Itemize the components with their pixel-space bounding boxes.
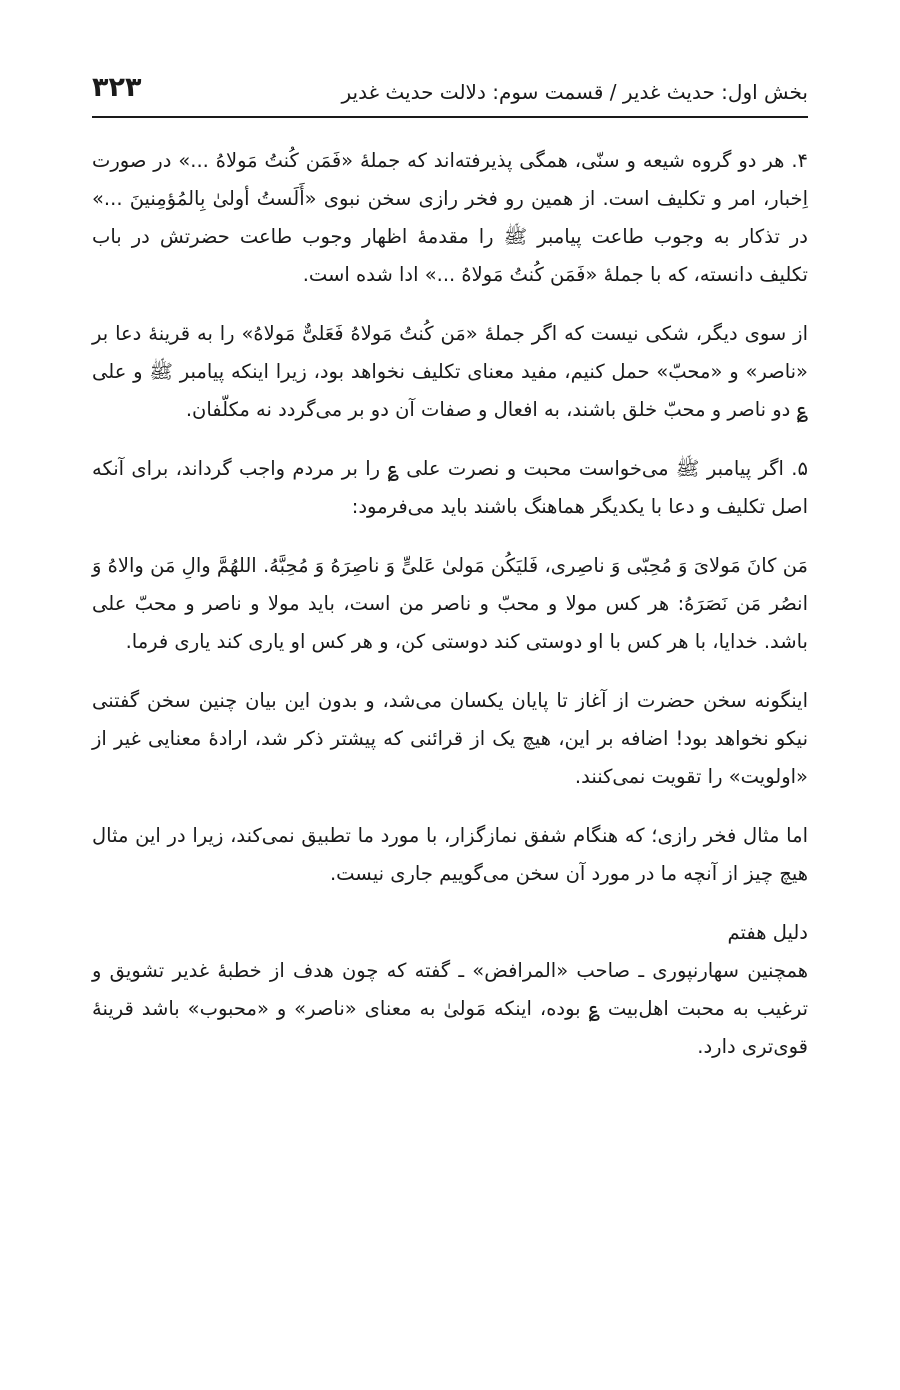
paragraph-point-4: ۴. هر دو گروه شیعه و سنّی، همگی پذیرفته‌اند که جملهٔ «فَمَن کُنتُ مَولاهُ ...» در صورت اِخبار، امر و تکلیف است. از همین رو فخر رازی سخن نبوی «أَلَستُ أولیٰ بِالمُؤمِنینَ ...» در تذکار به وجوب طاعت پیامبر ﷺ را مقدمهٔ اظهار وجوب طاعت حضرتش در باب تکلیف دانسته، که با جملهٔ «فَمَن کُنتُ مَولاهُ ...» ادا شده است.	[92, 149, 808, 286]
paragraph-consistency: اینگونه سخن حضرت از آغاز تا پایان یکسان می‌شد، و بدون این بیان چنین سخن گفتنی نیکو نخواهد بود! اضافه بر این، هیچ یک از قرائنی که پیشتر ذکر شد، ارادهٔ معنایی غیر از «اولویت» را تقویت نمی‌کنند.	[92, 689, 808, 788]
section-heading: دلیل هفتم	[727, 921, 808, 944]
paragraph-other-side: از سوی دیگر، شکی نیست که اگر جملهٔ «مَن کُنتُ مَولاهُ فَعَلیٌّ مَولاهُ» را به قرینهٔ دعا بر «ناصر» و «محبّ» حمل کنیم، مفید معنای تکلیف نخواهد بود، زیرا اینکه پیامبر ﷺ و علی ؏ دو ناصر و محبّ خلق باشند، به افعال و صفات آن دو بر می‌گردد نه مکلّفان.	[92, 322, 808, 421]
page-number: ۳۲۳	[92, 72, 142, 103]
paragraph-fakhr-razi-example: اما مثال فخر رازی؛ که هنگام شفق نمازگزار، با مورد ما تطبیق نمی‌کند، زیرا در این مثال هیچ چیز از آنچه ما در مورد آن سخن می‌گوییم جاری نیست.	[92, 824, 808, 885]
running-title: بخش اول: حدیث غدیر / قسمت سوم: دلالت حدیث غدیر	[341, 80, 808, 104]
paragraph-point-5: ۵. اگر پیامبر ﷺ می‌خواست محبت و نصرت علی ؏ را بر مردم واجب گرداند، برای آنکه اصل تکلیف و دعا با یکدیگر هماهنگ باشند باید می‌فرمود:	[92, 457, 808, 518]
page-body	[92, 142, 808, 1068]
paragraph-seventh-reason: همچنین سهارنپوری ـ صاحب «المرافض» ـ گفته که چون هدف از خطبهٔ غدیر تشویق و ترغیب به محبت اهل‌بیت ؏ بوده، اینکه مَولیٰ به معنای «ناصر» و «محبوب» باشد قرینهٔ قوی‌تری دارد.	[92, 959, 808, 1058]
page-header	[92, 66, 808, 118]
paragraph-hadith-quote: مَن کانَ مَولایَ وَ مُحِبّی وَ ناصِری، فَلیَکُن مَولیٰ عَلیٍّ وَ ناصِرَهُ وَ مُحِبَّهُ. اللهُمَّ والِ مَن والاهُ وَ انصُر مَن نَصَرَهُ: هر کس مولا و محبّ و ناصر من است، باید مولا و ناصر و محبّ علی باشد. خدایا، با هر کس با او دوستی کند دوستی کن، و هر کس او یاری کند یاری فرما.	[92, 554, 808, 653]
book-page	[92, 0, 808, 1390]
